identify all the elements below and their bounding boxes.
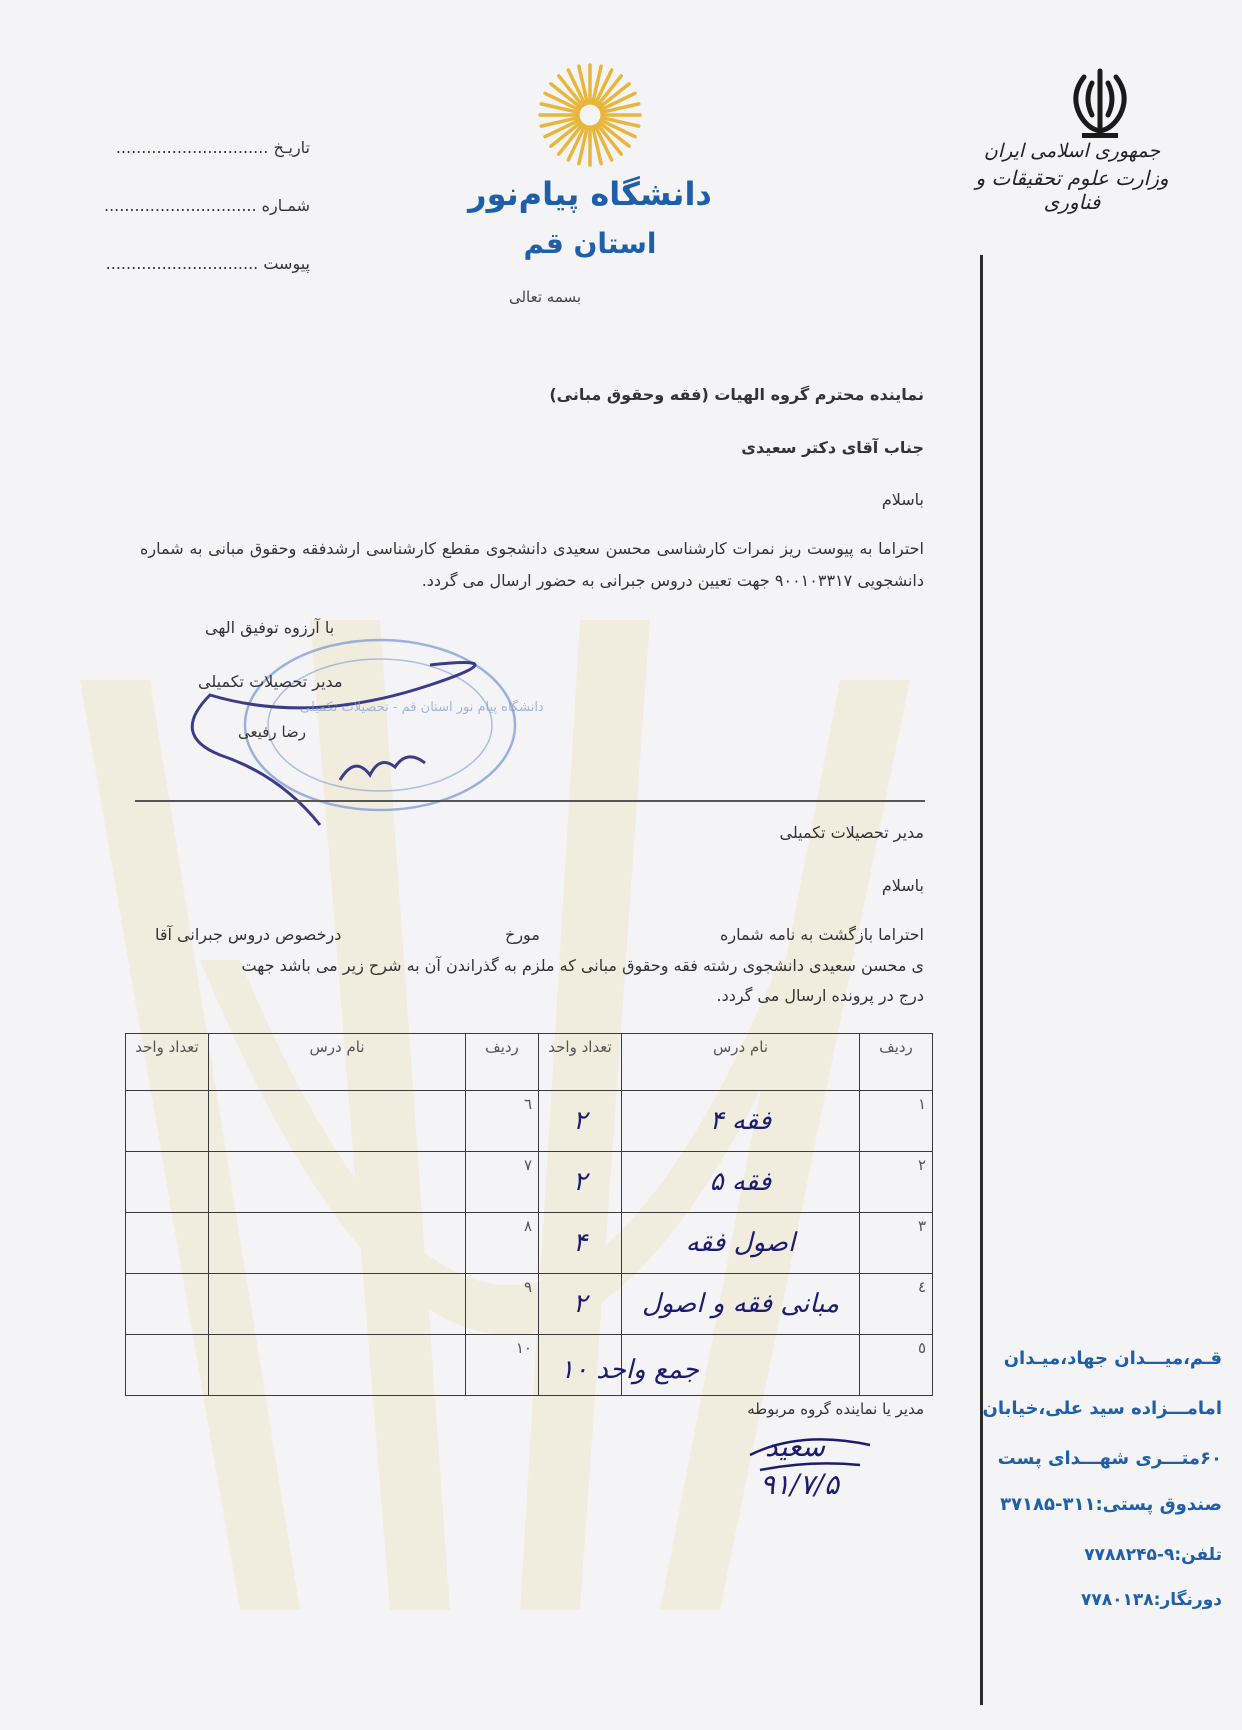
col-row-header: ردیف [466, 1034, 539, 1091]
row-number: ۳ [860, 1213, 933, 1274]
letter1-signer-name: رضا رفیعی [238, 723, 306, 741]
university-name: دانشگاه پیام‌نور [468, 175, 712, 213]
unit-count: ۲ [539, 1152, 622, 1213]
unit-count [126, 1152, 209, 1213]
basmala: بسمه تعالی [508, 288, 582, 306]
attachment-field: پیوست .............................. [105, 254, 310, 273]
letter2-body-part1: احتراما بازگشت به نامه شماره [719, 925, 924, 944]
table-row [126, 1213, 933, 1274]
date-field: تاریـخ .............................. [115, 138, 310, 157]
signature-name: سعید [765, 1430, 826, 1463]
row-number: ٦ [466, 1091, 539, 1152]
number-field: شمـاره .............................. [104, 196, 310, 215]
handwritten-total-units: جمع واحد ۱۰ [560, 1355, 699, 1385]
unit-count [126, 1335, 209, 1396]
course-name [209, 1335, 466, 1396]
table-row [126, 1274, 933, 1335]
ministry-block [952, 140, 1192, 214]
letter2-body-part3: درخصوص دروس جبرانی آقا [155, 925, 342, 944]
course-name [209, 1274, 466, 1335]
col-course-header: نام درس [209, 1034, 466, 1091]
table-row [126, 1091, 933, 1152]
iran-emblem-icon [1060, 65, 1140, 145]
letter1-addressee: جناب آقای دکتر سعیدی [741, 438, 924, 457]
course-name: اصول فقه [622, 1213, 860, 1274]
row-number: ۲ [860, 1152, 933, 1213]
side-divider [980, 255, 983, 1705]
unit-count [126, 1091, 209, 1152]
unit-count [126, 1274, 209, 1335]
col-row-header: ردیف [860, 1034, 933, 1091]
phone-number: تلفن:۹-۷۷۸۸۲۴۵ [1084, 1545, 1222, 1565]
row-number: ١٠ [466, 1335, 539, 1396]
course-name [209, 1091, 466, 1152]
postal-box: صندوق پستی:۳۱۱-۳۷۱۸۵ [1000, 1494, 1222, 1515]
letter1-closing: با آرزوه توفیق الهی [205, 618, 335, 637]
course-name: مبانی فقه و اصول [622, 1274, 860, 1335]
stamp-text: دانشگاه پیام نور استان قم - تحصیلات تکمیلی [300, 700, 544, 715]
col-units-header: تعداد واحد [126, 1034, 209, 1091]
course-name: فقه ۴ [622, 1091, 860, 1152]
address-line2: امامـــزاده سید علی،خیابان [982, 1398, 1222, 1419]
letter2-body-part2: مورخ [505, 925, 540, 944]
letter2-greeting: باسلام [881, 876, 924, 895]
letter2-body-line3: درج در پرونده ارسال می گردد. [716, 986, 924, 1005]
col-units-header: تعداد واحد [539, 1034, 622, 1091]
row-number: ۱ [860, 1091, 933, 1152]
unit-count [126, 1213, 209, 1274]
fax-number: دورنگار:۷۷۸۰۱۳۸ [1081, 1590, 1222, 1610]
table-row [126, 1335, 933, 1396]
unit-count: ۴ [539, 1213, 622, 1274]
row-number: ٩ [466, 1274, 539, 1335]
unit-count: ۲ [539, 1274, 622, 1335]
letter1-body: احتراما به پیوست ریز نمرات کارشناسی محسن سعیدی دانشجوی مقطع کارشناسی ارشدفقه وحقوق مبانی به شماره دانشجویی ۹۰۰۱۰۳۳۱۷ جهت تعیین دروس جبرانی به حضور ارسال می گردد. [140, 539, 924, 590]
letter1-greeting: باسلام [881, 490, 924, 509]
row-number: ٨ [466, 1213, 539, 1274]
group-representative-label: مدیر یا نماینده گروه مربوطه [747, 1400, 924, 1418]
province-name: استان قم [523, 227, 657, 260]
row-number: ٤ [860, 1274, 933, 1335]
ministry-name: وزارت علوم تحقیقات و فناوری [975, 166, 1169, 214]
table-header-row [126, 1034, 933, 1091]
course-name [209, 1213, 466, 1274]
letter1-recipient: نماینده محترم گروه الهیات (فقه وحقوق مبانی) [549, 385, 924, 404]
address-line1: قـم،میـــدان جهاد،میـدان [1003, 1348, 1222, 1369]
col-course-header: نام درس [622, 1034, 860, 1091]
signature-icon [740, 1425, 880, 1505]
letter2-body-line2: ی محسن سعیدی دانشجوی رشته فقه وحقوق مبانی که ملزم به گذراندن آن به شرح زیر می باشد جهت [241, 956, 924, 975]
unit-count: ۲ [539, 1091, 622, 1152]
section-divider [135, 800, 925, 802]
row-number: ٧ [466, 1152, 539, 1213]
row-number: ٥ [860, 1335, 933, 1396]
country-name: جمهوری اسلامی ایران [983, 140, 1161, 162]
letter2-recipient: مدیر تحصیلات تکمیلی [779, 823, 924, 842]
course-name [209, 1152, 466, 1213]
address-line3: ۶۰متـــری شهـــدای پست [997, 1448, 1222, 1469]
payam-noor-sun-logo-icon [535, 60, 645, 170]
table-row [126, 1152, 933, 1213]
remedial-courses-table [125, 1033, 933, 1396]
signature-date: ۹۱/۷/۵ [760, 1468, 840, 1501]
letter1-signer-title: مدیر تحصیلات تکمیلی [198, 672, 343, 691]
course-name: فقه ۵ [622, 1152, 860, 1213]
